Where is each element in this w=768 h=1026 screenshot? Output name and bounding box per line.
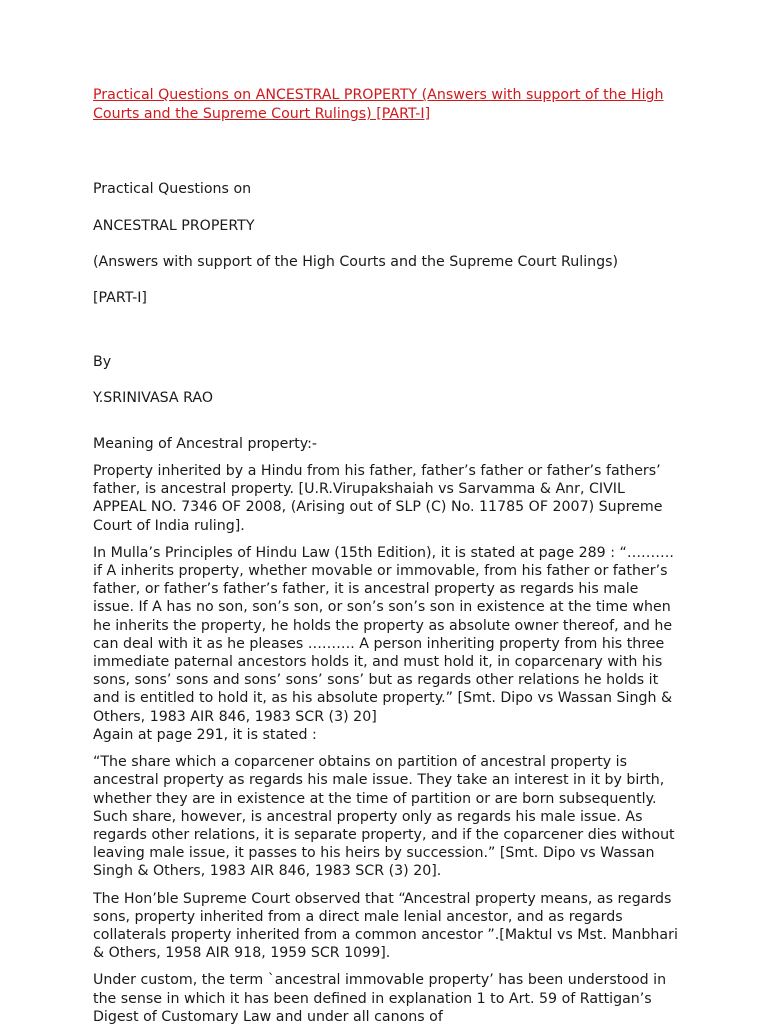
- heading-line: (Answers with support of the High Courts and the Supreme Court Rulings): [93, 254, 619, 271]
- author-by: By: [93, 354, 112, 371]
- paragraph-4: The Hon’ble Supreme Court observed that “Ancestral property means, as regards sons, property inherited from a direct male lenial ancestor, and as regards collaterals property inherited from a common ancestor ”.[Maktul vs Mst. Manbhari & Others, 1958 AIR 918, 1959 SCR 1099].: [93, 890, 678, 962]
- paragraph-1: Property inherited by a Hindu from his father, father’s father or father’s fathers’ father, is ancestral property. [U.R.Virupakshaiah vs Sarvamma & Anr, CIVIL APPEAL NO. 7346 OF 2008, (Arising out of SLP (C) No. 11785 OF 2007) Supreme Court of India ruling].: [93, 463, 663, 534]
- heading-line: ANCESTRAL PROPERTY: [93, 217, 255, 234]
- document-heading: [93, 162, 680, 326]
- heading-line: Practical Questions on: [93, 181, 252, 198]
- author-name: Y.SRINIVASA RAO: [93, 390, 214, 407]
- paragraph-2: In Mulla’s Principles of Hindu Law (15th Edition), it is stated at page 289 : “………. if A inherits property, whether movable or immovable, from his father or father’s father, or father’s father’s father, it is ancestral property as regards his male issue. If A has no son, son’s son, or son’s son’s son in existence at the time when he inherits the property, he holds the property as absolute owner thereof, and he can deal with it as he pleases ………. A person inheriting property from his three immediate paternal ancestors holds it, and must hold it, in coparcenary with his sons, sons’ sons and sons’ sons’ sons’ but as regards other relations he holds it and is entitled to hold it, as his absolute property.” [Smt. Dipo vs Wassan Singh & Others, 1983 AIR 846, 1983 SCR (3) 20]: [93, 544, 674, 725]
- document-title-link[interactable]: Practical Questions on ANCESTRAL PROPERTY (Answers with support of the High Courts and the Supreme Court Rulings) [PART-I]: [93, 87, 664, 122]
- paragraph-5: Under custom, the term `ancestral immovable property’ has been understood in the sense in which it has been defined in explanation 1 to Art. 59 of Rattigan’s Digest of Customary Law and under all canons of: [93, 972, 667, 1025]
- paragraph-2b: Again at page 291, it is stated :: [93, 726, 317, 743]
- paragraph-3: “The share which a coparcener obtains on partition of ancestral property is ancestral property as regards his male issue. They take an interest in it by birth, whether they are in existence at the time of partition or are born subsequently. Such share, however, is ancestral property only as regards his male issue. As regards other relations, it is separate property, and if the coparcener dies without leaving male issue, it passes to his heirs by succession.” [Smt. Dipo vs Wassan Singh & Others, 1983 AIR 846, 1983 SCR (3) 20].: [93, 754, 675, 880]
- heading-line: [PART-I]: [93, 290, 147, 307]
- section-heading-meaning: Meaning of Ancestral property:-: [93, 435, 318, 452]
- author-block: [93, 335, 680, 426]
